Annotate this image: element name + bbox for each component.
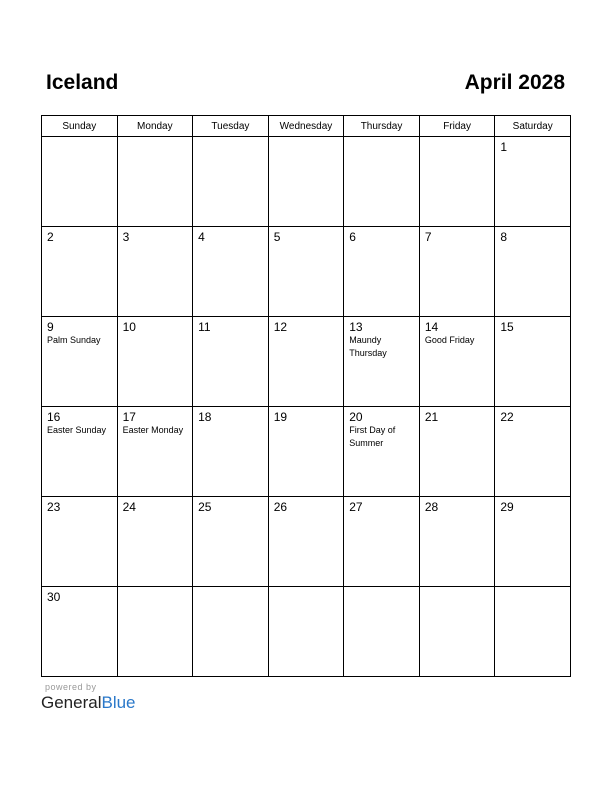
day-cell xyxy=(495,587,571,677)
week-row xyxy=(42,587,571,677)
day-cell xyxy=(495,497,571,587)
day-number: 19 xyxy=(273,410,288,424)
holiday-label: Maundy Thursday xyxy=(349,335,387,358)
day-cell xyxy=(268,137,344,227)
holiday-label: Easter Monday xyxy=(122,425,184,435)
month-title: April 2028 xyxy=(464,71,565,94)
weekday-monday: Monday xyxy=(117,116,193,137)
day-cell xyxy=(344,317,420,407)
day-cell xyxy=(268,497,344,587)
day-cell xyxy=(42,497,118,587)
day-cell xyxy=(268,317,344,407)
day-number: 18 xyxy=(198,410,212,424)
day-cell xyxy=(495,227,571,317)
holiday-label: Palm Sunday xyxy=(47,335,101,345)
day-number: 21 xyxy=(424,410,439,424)
day-cell xyxy=(42,227,118,317)
day-number: 6 xyxy=(349,230,356,244)
day-number: 12 xyxy=(273,320,288,334)
weekday-thursday: Thursday xyxy=(344,116,420,137)
day-cell xyxy=(344,497,420,587)
day-cell xyxy=(117,137,193,227)
day-cell xyxy=(193,497,269,587)
day-cell xyxy=(117,587,193,677)
weekday-wednesday: Wednesday xyxy=(268,116,344,137)
weekday-friday: Friday xyxy=(419,116,495,137)
day-number: 27 xyxy=(349,500,363,514)
day-cell xyxy=(193,587,269,677)
weekday-sunday: Sunday xyxy=(42,116,118,137)
day-number: 15 xyxy=(500,320,514,334)
day-cell xyxy=(42,317,118,407)
day-number: 17 xyxy=(122,410,136,424)
country-title: Iceland xyxy=(46,71,119,94)
day-cell xyxy=(344,407,420,497)
day-number: 20 xyxy=(349,410,363,424)
day-number: 28 xyxy=(424,500,439,514)
brand-logo xyxy=(41,693,136,713)
day-cell xyxy=(344,587,420,677)
calendar-grid xyxy=(41,115,571,677)
day-number: 26 xyxy=(273,500,288,514)
day-number: 1 xyxy=(500,140,508,154)
day-number: 10 xyxy=(122,320,136,334)
day-cell xyxy=(419,587,495,677)
day-cell xyxy=(117,227,193,317)
day-cell xyxy=(344,137,420,227)
day-cell xyxy=(42,137,118,227)
day-cell xyxy=(268,227,344,317)
day-cell xyxy=(419,137,495,227)
day-cell xyxy=(344,227,420,317)
day-number: 5 xyxy=(273,230,281,244)
week-row xyxy=(42,317,571,407)
week-row xyxy=(42,137,571,227)
day-number: 14 xyxy=(424,320,439,334)
day-number: 22 xyxy=(500,410,514,424)
day-number: 9 xyxy=(47,320,54,334)
day-number: 8 xyxy=(500,230,508,244)
powered-by-label: powered by xyxy=(45,682,97,692)
day-number: 30 xyxy=(47,590,61,604)
day-number: 7 xyxy=(424,230,432,244)
day-cell xyxy=(117,317,193,407)
holiday-label: Easter Sunday xyxy=(47,425,107,435)
day-cell xyxy=(419,317,495,407)
day-cell xyxy=(268,407,344,497)
day-cell xyxy=(193,227,269,317)
day-cell xyxy=(117,407,193,497)
day-number: 16 xyxy=(47,410,61,424)
day-cell xyxy=(495,137,571,227)
weekday-saturday: Saturday xyxy=(495,116,571,137)
day-cell xyxy=(419,407,495,497)
day-number: 3 xyxy=(122,230,130,244)
day-cell xyxy=(495,317,571,407)
day-cell xyxy=(495,407,571,497)
day-number: 23 xyxy=(47,500,61,514)
day-number: 13 xyxy=(349,320,363,334)
brand-general: General xyxy=(41,693,102,712)
holiday-label: First Day of Summer xyxy=(349,425,396,448)
holiday-label: Good Friday xyxy=(424,335,475,345)
weekday-tuesday: Tuesday xyxy=(193,116,269,137)
day-cell xyxy=(268,587,344,677)
day-cell xyxy=(419,497,495,587)
day-cell xyxy=(193,407,269,497)
week-row xyxy=(42,227,571,317)
day-cell xyxy=(117,497,193,587)
brand-blue: Blue xyxy=(101,693,136,712)
weekday-header-row xyxy=(42,116,571,137)
day-cell xyxy=(193,137,269,227)
day-cell xyxy=(42,407,118,497)
day-cell xyxy=(419,227,495,317)
day-number: 25 xyxy=(198,500,212,514)
week-row xyxy=(42,497,571,587)
day-number: 4 xyxy=(198,230,205,244)
day-cell xyxy=(193,317,269,407)
day-number: 2 xyxy=(47,230,54,244)
day-cell xyxy=(42,587,118,677)
day-number: 11 xyxy=(198,320,211,334)
week-row xyxy=(42,407,571,497)
day-number: 24 xyxy=(122,500,136,514)
day-number: 29 xyxy=(500,500,514,514)
